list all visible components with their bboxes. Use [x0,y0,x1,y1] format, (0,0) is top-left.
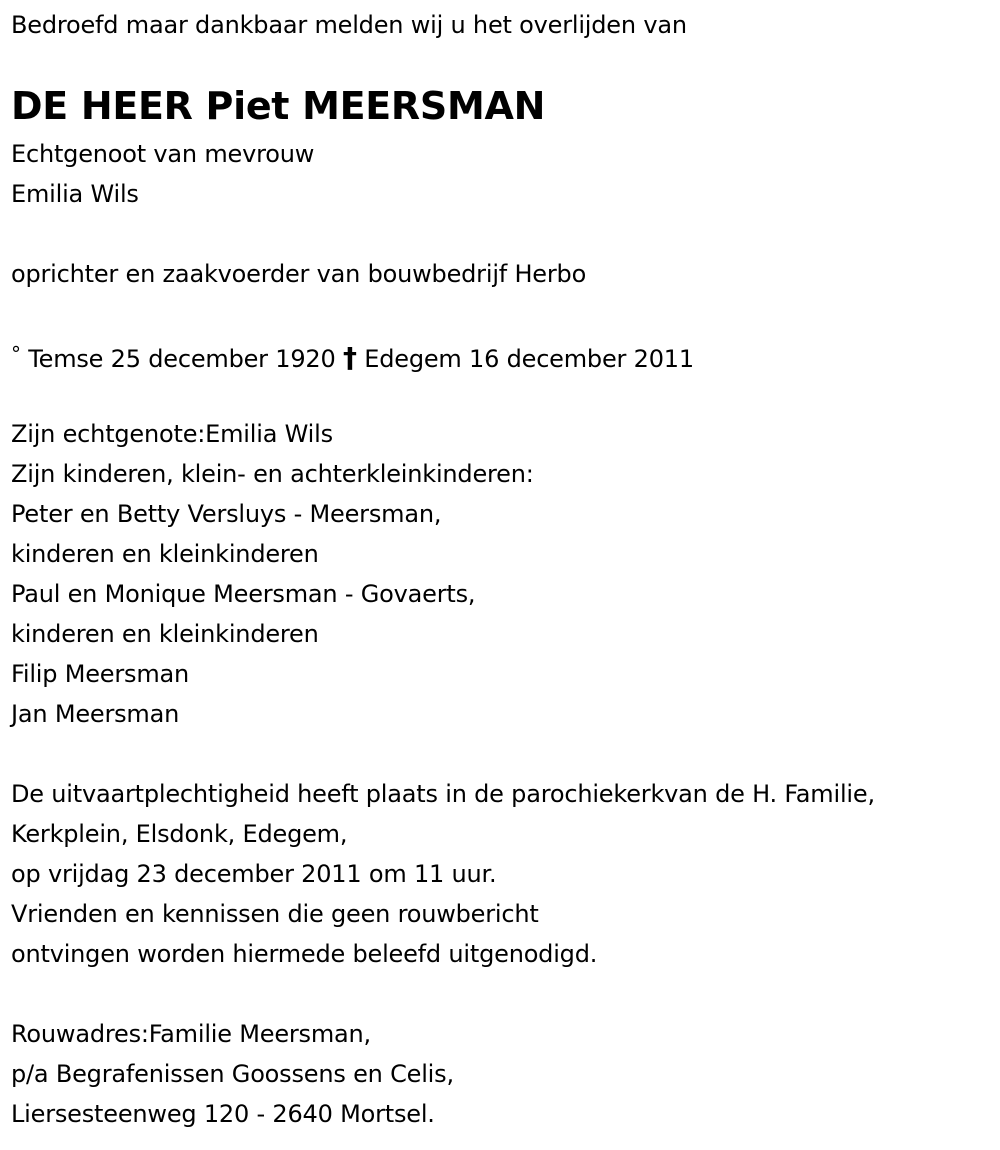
birth-symbol-icon: ° [11,342,21,366]
family-line: Peter en Betty Versluys - Meersman, [11,500,442,528]
life-dates [11,334,996,374]
spacer [11,974,996,1014]
family-line: Filip Meersman [11,660,190,688]
address-line: Liersesteenweg 120 - 2640 Mortsel. [11,1100,435,1128]
address-line: Rouwadres:Familie Meersman, [11,1020,371,1048]
spacer [11,374,996,414]
family-line: Jan Meersman [11,700,180,728]
spacer [11,734,996,774]
funeral-line: Kerkplein, Elsdonk, Edegem, [11,820,348,848]
spouse-label: Echtgenoot van mevrouw [11,140,315,168]
mourning-address [11,1014,996,1134]
death-notice [11,0,996,1134]
funeral-line: ontvingen worden hiermede beleefd uitgenodigd. [11,940,598,968]
family-line: Zijn kinderen, klein- en achterkleinkinderen: [11,460,534,488]
spacer [11,294,996,334]
family-line: Zijn echtgenote:Emilia Wils [11,420,333,448]
cross-icon: † [343,341,357,374]
death-text: Edegem 16 december 2011 [364,345,694,373]
family-line: Paul en Monique Meersman - Govaerts, [11,580,476,608]
family-line: kinderen en kleinkinderen [11,620,319,648]
funeral-line: De uitvaartplechtigheid heeft plaats in de parochiekerkvan de H. Familie, [11,780,875,808]
birth-text: Temse 25 december 1920 [28,345,336,373]
family-line: kinderen en kleinkinderen [11,540,319,568]
funeral-details [11,774,996,974]
address-line: p/a Begrafenissen Goossens en Celis, [11,1060,454,1088]
funeral-line: op vrijdag 23 december 2011 om 11 uur. [11,860,497,888]
spacer [11,214,996,254]
funeral-line: Vrienden en kennissen die geen rouwbericht [11,900,539,928]
deceased-name: DE HEER Piet MEERSMAN [11,84,546,128]
family-list [11,414,996,734]
spouse-name: Emilia Wils [11,180,139,208]
occupation: oprichter en zaakvoerder van bouwbedrijf Herbo [11,260,587,288]
intro-text: Bedroefd maar dankbaar melden wij u het overlijden van [11,11,687,39]
